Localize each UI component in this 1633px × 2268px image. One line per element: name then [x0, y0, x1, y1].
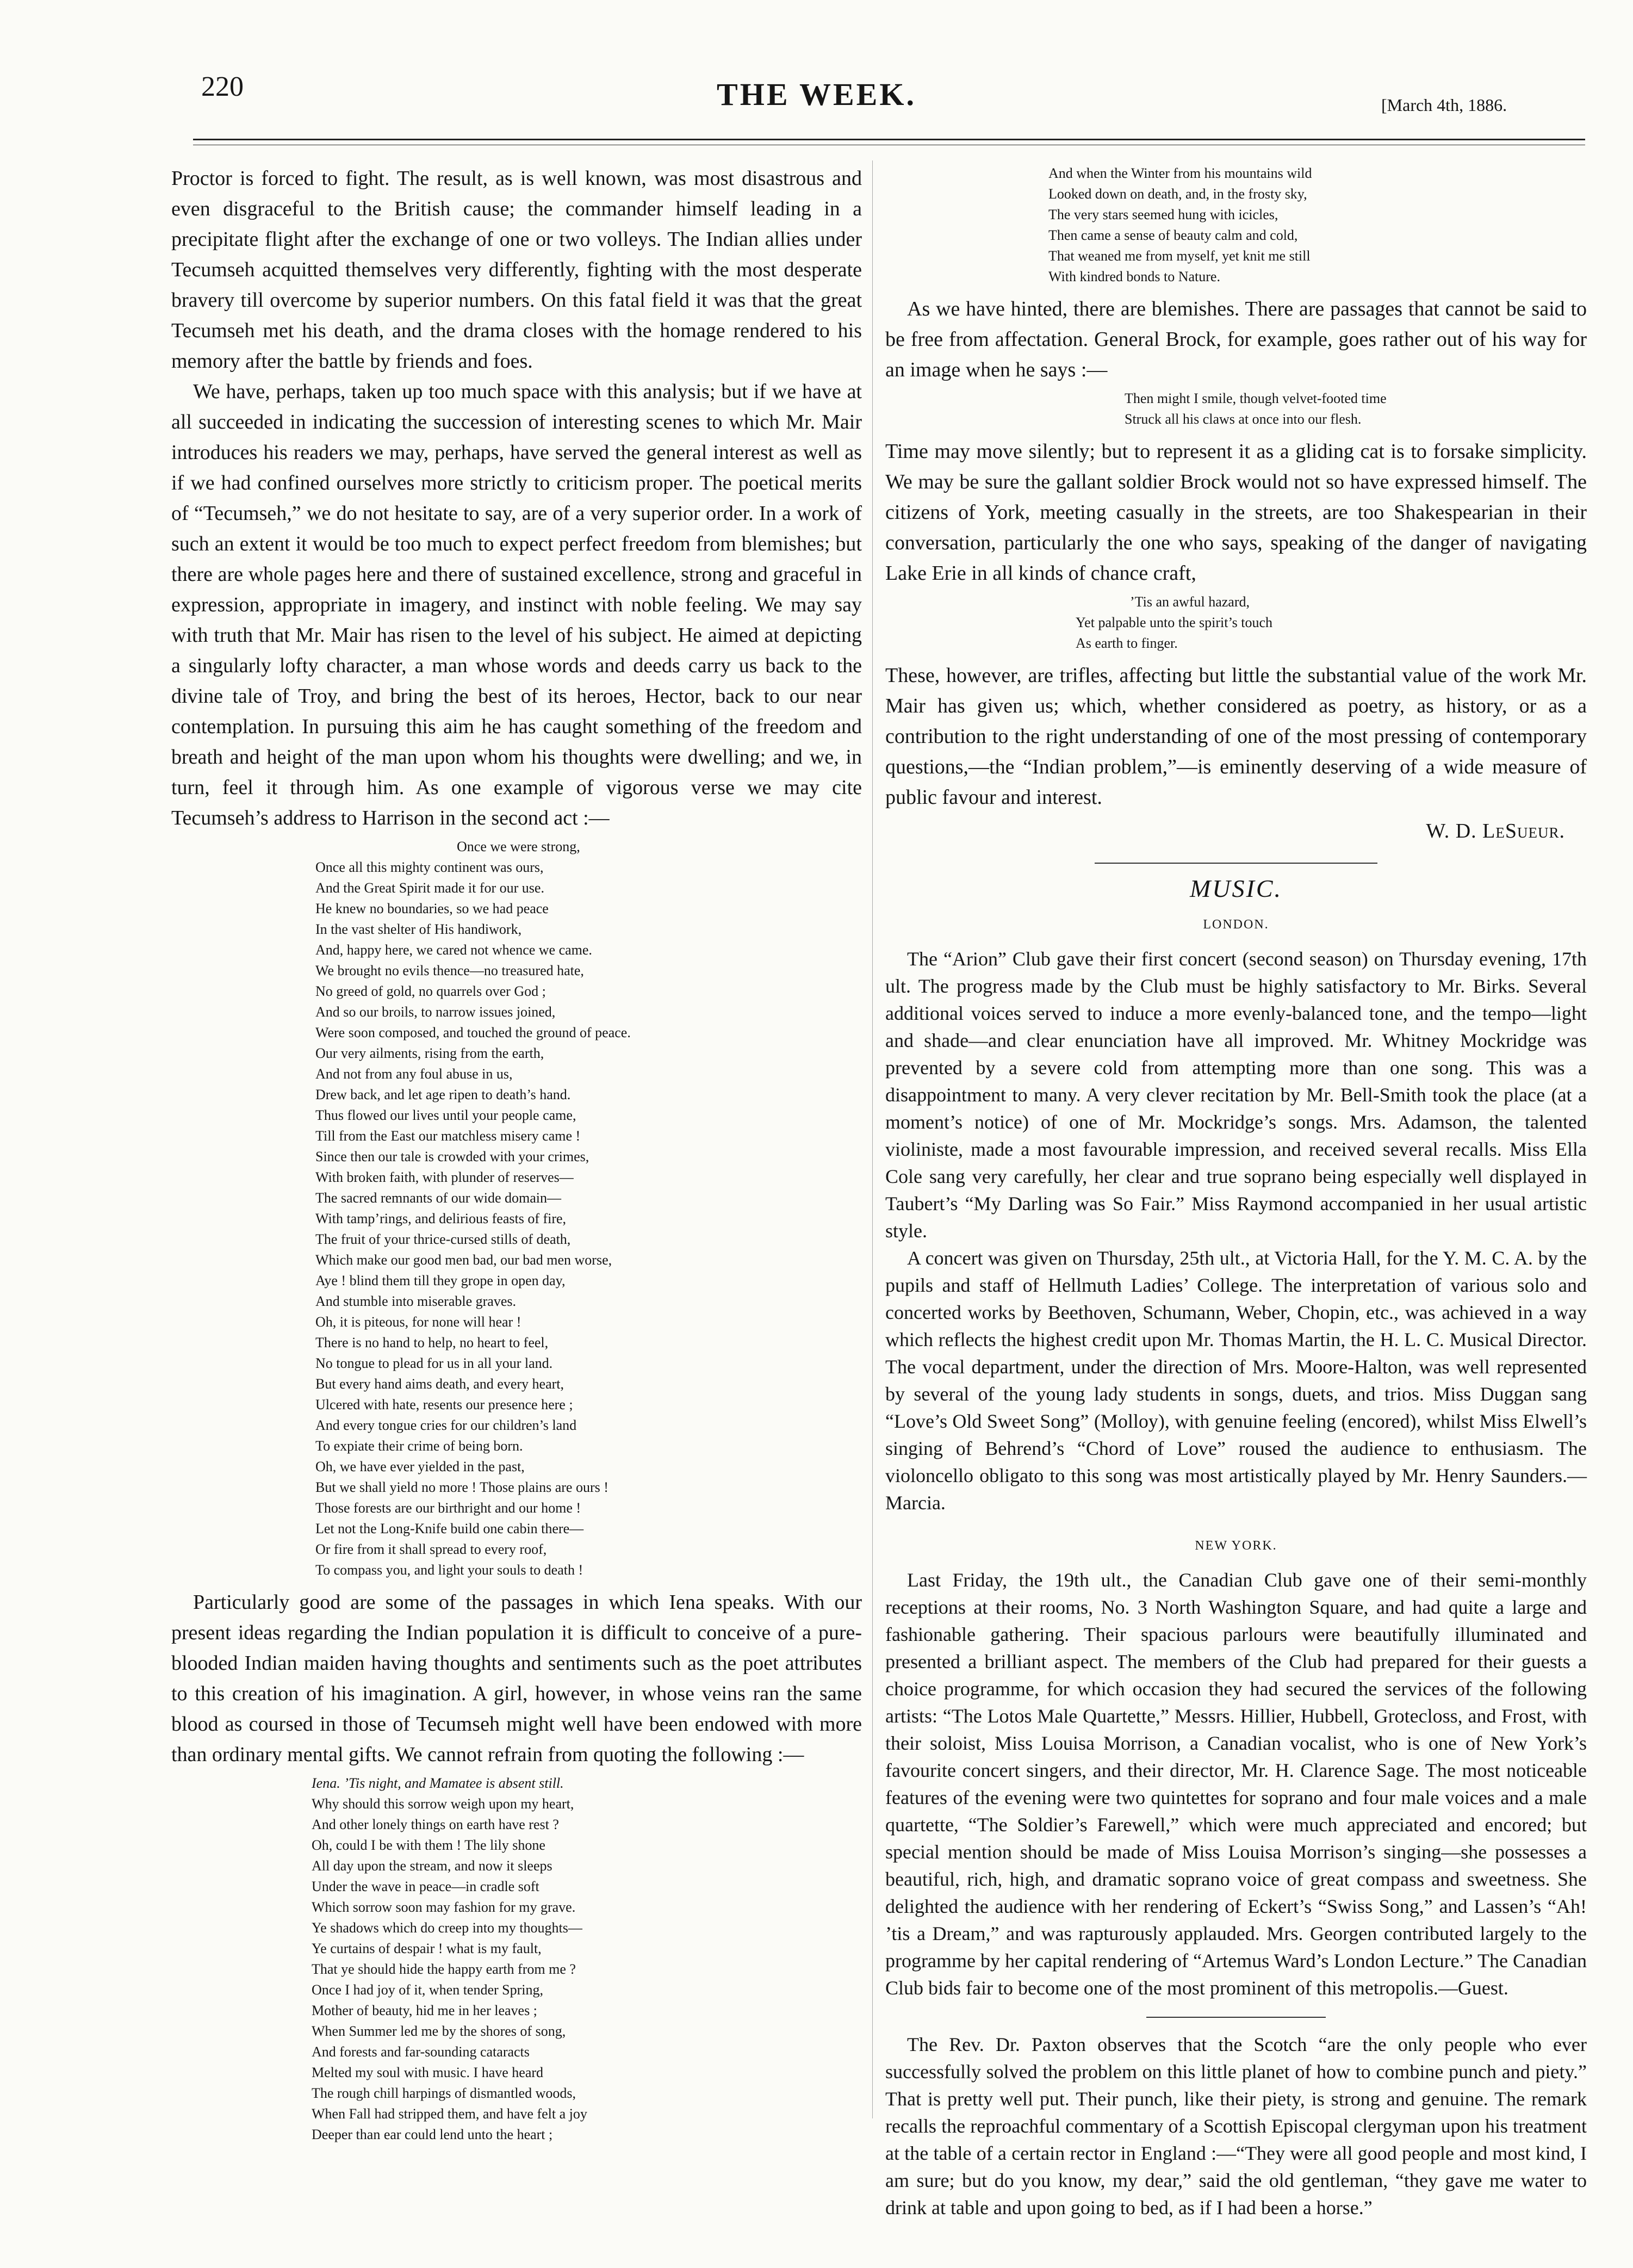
verse-line: But we shall yield no more ! Those plains are ours !: [315, 1479, 609, 1495]
verse-line: Ye shadows which do creep into my thoughts—: [312, 1920, 582, 1936]
verse-line: We brought no evils thence—no treasured hate,: [315, 963, 584, 978]
verse-line: When Fall had stripped them, and have felt a joy: [312, 2106, 587, 2122]
verse-line: Oh, it is piteous, for none will hear !: [315, 1314, 521, 1330]
verse-line: Looked down on death, and, in the frosty sky,: [1048, 186, 1307, 202]
section-divider: [1095, 863, 1377, 864]
verse-line: With tamp’rings, and delirious feasts of fire,: [315, 1211, 567, 1226]
verse-line: Since then our tale is crowded with your crimes,: [315, 1149, 589, 1164]
verse-line: Ulcered with hate, resents our presence here ;: [315, 1397, 573, 1412]
verse-iena: [171, 1773, 862, 2145]
verse-line: With kindred bonds to Nature.: [1048, 269, 1220, 284]
right-column: [885, 163, 1587, 2221]
verse-tecumseh-address: [171, 836, 862, 1581]
verse-line: And stumble into miserable graves.: [315, 1293, 516, 1309]
verse-line: Which sorrow soon may fashion for my grave.: [312, 1899, 576, 1915]
section-divider: [1146, 2017, 1326, 2018]
verse-line: But every hand aims death, and every heart,: [315, 1376, 564, 1392]
verse-line: Deeper than ear could lend unto the heart ;: [312, 2127, 553, 2142]
verse-line: Aye ! blind them till they grope in open day,: [315, 1273, 566, 1288]
author-signature: W. D. LeSueur.: [1426, 820, 1565, 842]
verse-line: With broken faith, with plunder of reserves—: [315, 1169, 574, 1185]
verse-line: All day upon the stream, and now it sleeps: [312, 1858, 552, 1874]
verse-hazard: [885, 592, 1587, 654]
paragraph: These, however, are trifles, affecting but little the substantial value of the work Mr. Mair has given us; which, whether considered as poetry, as history, or as a contribution to the right understanding of one of the most pressing of contemporary questions,—the “Indian problem,”—is eminently deserving of a wide measure of public favour and interest.: [885, 664, 1587, 809]
london-subheading: LONDON.: [1203, 918, 1269, 932]
verse-line: And, happy here, we cared not whence we came.: [315, 942, 592, 958]
verse-line: No tongue to plead for us in all your land.: [315, 1355, 553, 1371]
verse-line: The rough chill harpings of dismantled woods,: [312, 2085, 576, 2101]
paragraph: A concert was given on Thursday, 25th ult., at Victoria Hall, for the Y. M. C. A. by the pupils and staff of Hellmuth Ladies’ College. The interpretation of various solo and concerted works by Beethoven, Schumann, Weber, Chopin, etc., was achieved in a way which reflects the highest credit upon Mr. Thomas Martin, the H. L. C. Musical Director. The vocal department, under the direction of Mrs. Moore-Halton, was well represented by several of the young lady students in songs, duets, and trios. Miss Duggan sang “Love’s Old Sweet Song” (Molloy), with genuine feeling (encored), whilst Miss Elwell’s singing of Behrend’s “Chord of Love” roused the audience to enthusiasm. The violoncello obligato to this song was most artistically played by Mr. Henry Saunders.—Marcia.: [885, 1247, 1587, 1514]
verse-line: Once all this mighty continent was ours,: [315, 859, 544, 875]
verse-line: Till from the East our matchless misery came !: [315, 1128, 581, 1144]
verse-line: Or fire from it shall spread to every roof,: [315, 1541, 547, 1557]
verse-line: When Summer led me by the shores of song,: [312, 2023, 566, 2039]
verse-line: Which make our good men bad, our bad men worse,: [315, 1252, 612, 1268]
verse-line: And the Great Spirit made it for our use.: [315, 880, 544, 896]
paragraph: Last Friday, the 19th ult., the Canadian Club gave one of their semi-monthly receptions at their rooms, No. 3 North Washington Square, and had quite a large and fashionable gathering. Their spacious parlours were beautifully illuminated and presented a brilliant aspect. The members of the Club had prepared for their guests a choice programme, for which occasion they had secured the services of the following artists: “The Lotos Male Quartette,” Messrs. Hillier, Hubbell, Grotecloss, and Frost, with their soloist, Miss Louisa Morrison, a Canadian vocalist, who is one of New York’s favourite concert singers, and their director, Mr. H. Clarence Sage. The most noticeable features of the evening were two quintettes for soprano and four male voices and a male quartette, “The Soldier’s Farewell,” which were much appreciated and encored; but special mention should be made of Miss Louisa Morrison’s singing—she possesses a beautiful, rich, high, and dramatic soprano voice of great compass and sweetness. She delighted the audience with her rendering of Eckert’s “Swiss Song,” and Lassen’s “Ah! ’tis a Dream,” and was rapturously applauded. Mrs. Georgen contributed largely to the programme by her capital rendering of “Artemus Ward’s London Lecture.” The Canadian Club bids fair to become one of the most prominent of this metropolis.—Guest.: [885, 1569, 1587, 1999]
verse-line: Yet palpable unto the spirit’s touch: [1076, 615, 1273, 630]
verse-line: The fruit of your thrice-cursed stills of death,: [315, 1231, 571, 1247]
verse-line: Mother of beauty, hid me in her leaves ;: [312, 2003, 537, 2018]
paragraph: The Rev. Dr. Paxton observes that the Scotch “are the only people who ever successfully solved the problem on this little planet of how to combine punch and piety.” That is pretty well put. Their punch, like their piety, is strong and genuine. The remark recalls the reproachful commentary of a Scottish Episcopal clergyman upon his treatment at the table of a certain rector in England :—“They were all good people and most kind, I am sure; but do you know, my dear,” said the old gentleman, “they gave me water to drink at table and upon going to bed, as if I had been a horse.”: [885, 2034, 1587, 2219]
paragraph: As we have hinted, there are blemishes. There are passages that cannot be said to be free from affectation. General Brock, for example, goes rather out of his way for an image when he says :—: [885, 298, 1587, 381]
verse-line: Those forests are our birthright and our home !: [315, 1500, 581, 1516]
verse-line: To expiate their crime of being born.: [315, 1438, 523, 1454]
paragraph: Particularly good are some of the passages in which Iena speaks. With our present ideas regarding the Indian population it is difficult to conceive of a pure-blooded Indian maiden having thoughts and sentiments such as the poet attributes to this creation of his imagination. A girl, however, in whose veins ran the same blood as coursed in those of Tecumseh might well have been endowed with more than ordinary mental gifts. We cannot refrain from quoting the following :—: [171, 1591, 862, 1766]
verse-line: That weaned me from myself, yet knit me still: [1048, 248, 1311, 264]
verse-line: Why should this sorrow weigh upon my heart,: [312, 1796, 574, 1812]
verse-line: Our very ailments, rising from the earth,: [315, 1045, 544, 1061]
new-york-subheading: NEW YORK.: [1195, 1539, 1277, 1553]
verse-line: Thus flowed our lives until your people came,: [315, 1107, 576, 1123]
verse-line: And when the Winter from his mountains wild: [1048, 165, 1312, 181]
verse-line: Melted my soul with music. I have heard: [312, 2065, 544, 2080]
verse-line: And other lonely things on earth have rest ?: [312, 1817, 559, 1832]
verse-line: As earth to finger.: [1076, 635, 1178, 651]
verse-line: Ye curtains of despair ! what is my fault,: [312, 1941, 542, 1956]
column-divider: [872, 160, 873, 2118]
verse-line: The very stars seemed hung with icicles,: [1048, 207, 1278, 222]
verse-line: Under the wave in peace—in cradle soft: [312, 1879, 539, 1894]
verse-line: And not from any foul abuse in us,: [315, 1066, 513, 1082]
verse-winter: [885, 163, 1587, 287]
issue-date: [March 4th, 1886.: [1381, 95, 1507, 115]
verse-line: Drew back, and let age ripen to death’s hand.: [315, 1087, 571, 1102]
verse-line: That ye should hide the happy earth from me ?: [312, 1961, 576, 1977]
verse-line: To compass you, and light your souls to death !: [315, 1562, 583, 1578]
paragraph: We have, perhaps, taken up too much space with this analysis; but if we have at all succeeded in indicating the succession of interesting scenes to which Mr. Mair introduces his readers we may, perhaps, have served the general interest as well as if we had confined ourselves more strictly to criticism proper. The poetical merits of “Tecumseh,” we do not hesitate to say, are of a very superior order. In a work of such an extent it would be too much to expect perfect freedom from blemishes; but there are whole pages here and there of sustained excellence, strong and graceful in expression, appropriate in imagery, and instinct with noble feeling. We may say with truth that Mr. Mair has risen to the level of his subject. He aimed at depicting a singularly lofty character, a man whose words and deeds carry us back to the divine tale of Troy, and bring the best of its heroes, Hector, back to our near contemplation. In pursuing this aim he has caught something of the freedom and breath and height of the man upon whom his thoughts were dwelling; and we, in turn, feel it through him. As one example of vigorous verse we may cite Tecumseh’s address to Harrison in the second act :—: [171, 380, 862, 829]
paragraph: The “Arion” Club gave their first concert (second season) on Thursday evening, 17th ult. The progress made by the Club must be highly satisfactory to Mr. Birks. Several additional voices served to induce a more evenly-balanced tone, and the tempo—light and shade—and clear enunciation have all improved. Mr. Whitney Mockridge was prevented by a severe cold from attempting more than one song. This was a disappointment to many. A very clever recitation by Mr. Bell-Smith took the place (at a moment’s notice) of one of Mr. Mockridge’s songs. Mrs. Adamson, the talented violiniste, made a most favourable impression, and received several recalls. Miss Ella Cole sang very carefully, her clear and true soprano being especially well displayed in Taubert’s “My Darling was So Fair.” Miss Raymond accompanied in her usual artistic style.: [885, 948, 1587, 1242]
verse-line: In the vast shelter of His handiwork,: [315, 921, 522, 937]
masthead: THE WEEK.: [717, 77, 916, 112]
music-heading: MUSIC.: [1189, 875, 1283, 902]
verse-line: And so our broils, to narrow issues joined,: [315, 1004, 556, 1020]
verse-line: Struck all his claws at once into our flesh.: [1125, 411, 1362, 427]
page-number: 220: [201, 71, 244, 102]
verse-line: ’Tis an awful hazard,: [1130, 594, 1250, 610]
verse-line: Oh, we have ever yielded in the past,: [315, 1459, 525, 1474]
verse-line: He knew no boundaries, so we had peace: [315, 901, 549, 916]
paragraph: Time may move silently; but to represent it as a gliding cat is to forsake simplicity. We may be sure the gallant soldier Brock would not so have expressed himself. The citizens of York, meeting casually in the streets, are too Shakespearian in their conversation, particularly the one who says, speaking of the danger of navigating Lake Erie in all kinds of chance craft,: [885, 440, 1587, 585]
verse-line: Once I had joy of it, when tender Spring,: [312, 1982, 544, 1998]
left-column: [171, 163, 862, 2152]
header-rule: [193, 139, 1585, 140]
paragraph: Proctor is forced to fight. The result, as is well known, was most disastrous and even disgraceful to the British cause; the commander himself leading in a precipitate flight after the exchange of one or two volleys. The Indian allies under Tecumseh acquitted themselves very differently, fighting with the most desperate bravery till overcome by superior numbers. On this fatal field it was that the great Tecumseh met his death, and the drama closes with the homage rendered to his memory after the battle by friends and foes.: [171, 167, 862, 373]
verse-line: And forests and far-sounding cataracts: [312, 2044, 530, 2060]
verse-line: Then might I smile, though velvet-footed time: [1125, 391, 1387, 406]
verse-line: Then came a sense of beauty calm and cold,: [1048, 227, 1298, 243]
verse-line: Iena. ’Tis night, and Mamatee is absent still.: [312, 1775, 564, 1791]
verse-line: Once we were strong,: [457, 839, 580, 854]
verse-line: Were soon composed, and touched the ground of peace.: [315, 1025, 631, 1040]
verse-line: Oh, could I be with them ! The lily shone: [312, 1837, 545, 1853]
verse-line: Let not the Long-Knife build one cabin there—: [315, 1521, 584, 1536]
verse-line: And every tongue cries for our children’s land: [315, 1417, 577, 1433]
verse-line: No greed of gold, no quarrels over God ;: [315, 983, 546, 999]
verse-brock: [885, 388, 1587, 430]
verse-line: The sacred remnants of our wide domain—: [315, 1190, 561, 1206]
verse-line: There is no hand to help, no heart to feel,: [315, 1335, 549, 1350]
